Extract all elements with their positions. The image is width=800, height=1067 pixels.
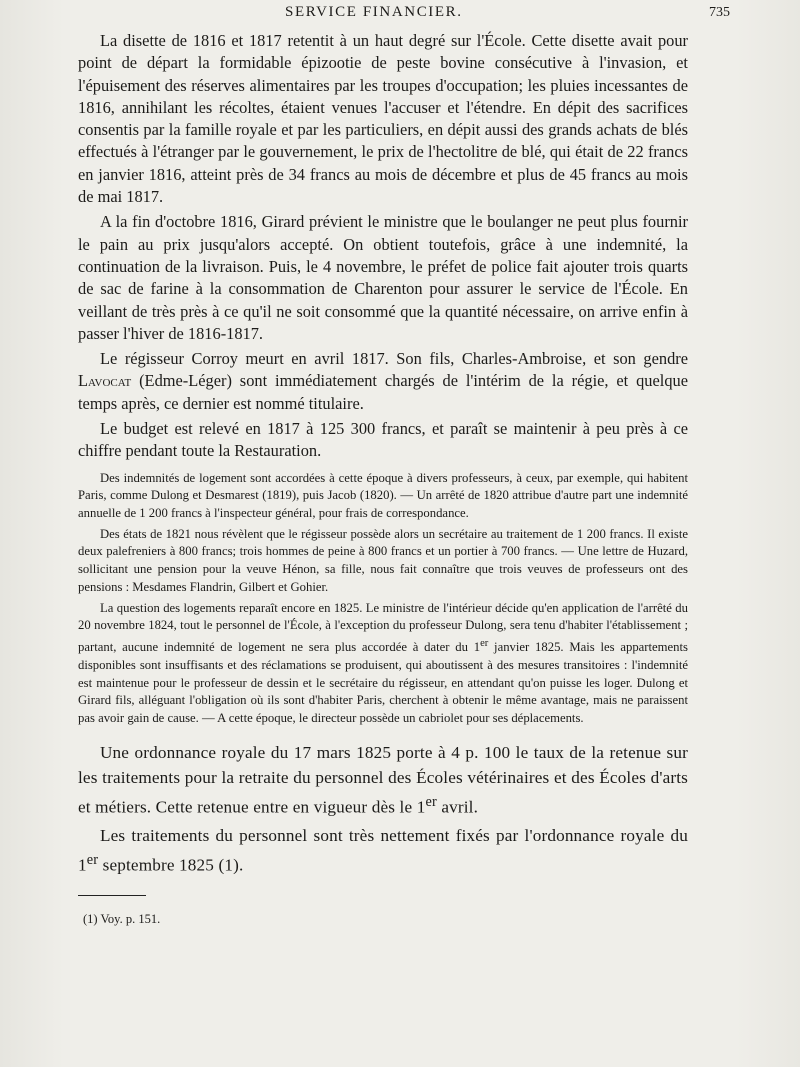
- superscript-er: er: [480, 637, 489, 649]
- logements-text-end: janvier 1825. Mais les appartements disponibles sont insuffisants et des réclamations se produisent, qui aboutissent à des mesures transitoires : l'indemnité est maintenue pour le professeur de dessin et le secrétaire du régisseur, en attendant qu'on puisse les loger. Dulong et Girard fils, alléguant l'obligation où ils sont d'habiter Paris, cherchent à obtenir le même avantage, mais ne paraissent pas avoir gain de cause. — A cette époque, le directeur possède un cabriolet pour ses déplacements.: [78, 640, 688, 726]
- footnote: (1) Voy. p. 151.: [83, 912, 161, 927]
- paragraph-disette: La disette de 1816 et 1817 retentit à un haut degré sur l'École. Cette disette avait pour point de départ la formidable épizootie de peste bovine consécutive à l'invasion, et l'épuisement des réserves alimentaires par les troupes d'occupation; les pluies incessantes de 1816, annihilant les récoltes, étaient venues l'accuser et l'étendre. En dépit des sacrifices consentis par la famille royale et par les particuliers, en dépit aussi des grands achats de blés effectués à l'étranger par le gouvernement, le prix de l'hectolitre de blé, qui était de 22 francs en janvier 1816, atteint près de 34 francs au mois de décembre et plus de 45 francs au mois de mai 1817.: [78, 31, 688, 207]
- running-head: SERVICE FINANCIER.: [285, 4, 463, 20]
- regisseur-text-end: (Edme-Léger) sont immédiatement chargés de l'intérim de la régie, et quelque temps après, ce dernier est nommé titulaire.: [78, 371, 688, 413]
- lavocat-name: Lavocat: [78, 371, 132, 391]
- note-etats-1821: Des états de 1821 nous révèlent que le régisseur possède alors un secrétaire au traitement de 1 200 francs. Il existe deux palefreniers à 800 francs; trois hommes de peine à 800 francs et un portier à 700 francs. — Une lettre de Huzard, sollicitant une pension pour la veuve Hénon, sa fille, nous fait connaître que trois veuves de professeurs ont des pensions : Mesdames Flandrin, Gilbert et Gohier.: [78, 526, 688, 594]
- logements-text-start: La question des logements reparaît encore en 1825. Le ministre de l'intérieur décide qu'en application de l'arrêté du 20 novembre 1824, tout le personnel de l'École, à l'exception du professeur Dulong, sera tenu d'habiter l'établissement ; partant, aucune indemnité de logement ne sera plus accordée à dater du 1: [78, 600, 688, 655]
- closing-paragraphs: [78, 740, 688, 878]
- page-body: [78, 30, 688, 927]
- superscript-er: er: [425, 793, 437, 810]
- paragraph-boulanger: A la fin d'octobre 1816, Girard prévient le ministre que le boulanger ne peut plus fournir le pain au prix jusqu'alors accepté. On obtient toutefois, grâce à une indemnité, la continuation de la livraison. Puis, le 4 novembre, le préfet de police fait ajouter trois quarts de sac de farine à la consommation de Charenton pour assurer le service de l'École. En veillant de très près à ce qu'il ne soit consommé que la quantité nécessaire, on arrive enfin à passer l'hiver de 1816-1817.: [78, 212, 688, 343]
- note-logements: [78, 600, 688, 728]
- ordonnance-text-start: Une ordonnance royale du 17 mars 1825 porte à 4 p. 100 le taux de la retenue sur les traitements pour la retraite du personnel des Écoles vétérinaires et des Écoles d'arts et métiers. Cette retenue entre en vigueur dès le 1: [78, 742, 688, 817]
- regisseur-text-start: Le régisseur Corroy meurt en avril 1817. Son fils, Charles-Ambroise, et son gendre: [100, 349, 688, 369]
- paragraph-ordonnance: [78, 740, 688, 820]
- traitements-text-start: Les traitements du personnel sont très nettement fixés par l'ordonnance royale du 1: [78, 826, 688, 876]
- note-indemnites: Des indemnités de logement sont accordées à cette époque à divers professeurs, à ceux, par exemple, qui habitent Paris, comme Dulong et Desmarest (1819), puis Jacob (1820). — Un arrêté de 1820 attribue d'autre part une indemnité annuelle de 1 200 francs à l'inspecteur général, pour frais de correspondance.: [78, 470, 688, 521]
- traitements-text-end: septembre 1825 (1).: [98, 856, 244, 876]
- paragraph-traitements: [78, 823, 688, 878]
- paragraph-regisseur: [78, 348, 688, 415]
- page-header: [80, 4, 730, 26]
- footnote-rule: [78, 895, 146, 896]
- page-number: 735: [709, 5, 730, 20]
- small-print-notes: [78, 470, 688, 728]
- superscript-er: er: [86, 852, 99, 869]
- ordonnance-text-end: avril.: [436, 797, 479, 817]
- paragraph-budget: Le budget est relevé en 1817 à 125 300 francs, et paraît se maintenir à peu près à ce chiffre pendant toute la Restauration.: [78, 419, 688, 461]
